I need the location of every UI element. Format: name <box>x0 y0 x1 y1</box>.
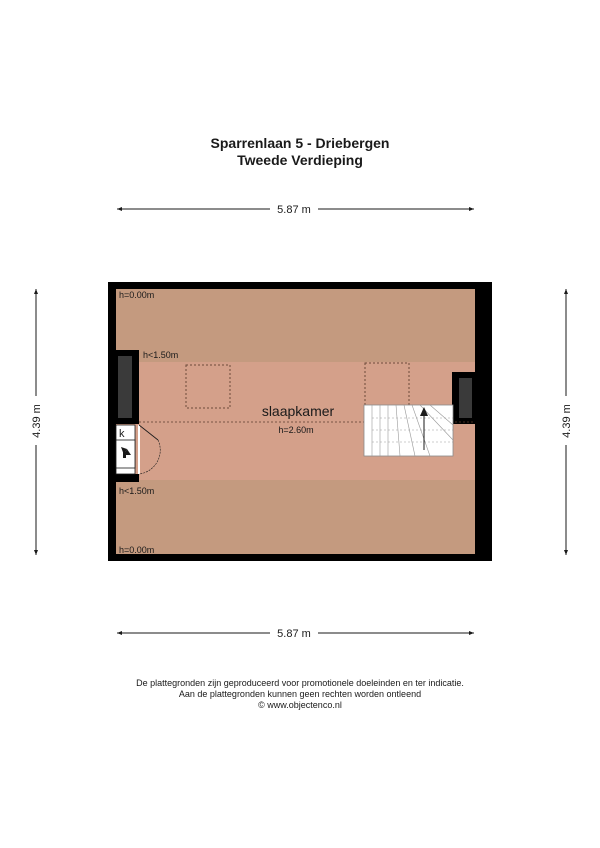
height-top-edge: h=0.00m <box>119 290 155 300</box>
room-height: h=2.60m <box>278 425 314 435</box>
right-wall-inner <box>459 378 472 418</box>
cabinet <box>116 425 135 474</box>
plan-title-floor: Tweede Verdieping <box>237 152 363 168</box>
left-wall-lower-block <box>114 474 139 482</box>
dimension-right-label: 4.39 m <box>561 404 573 438</box>
height-upper-slope: h<1.50m <box>143 350 179 360</box>
cabinet-label: k <box>119 428 125 440</box>
room-name: slaapkamer <box>261 403 335 419</box>
right-wall <box>475 289 484 554</box>
dimension-bottom <box>117 628 474 640</box>
plan-title-address: Sparrenlaan 5 - Driebergen <box>210 135 390 151</box>
dimension-top-label: 5.87 m <box>277 204 311 216</box>
dimension-top <box>117 204 474 216</box>
staircase-icon <box>364 405 453 456</box>
dimension-bottom-label: 5.87 m <box>277 628 311 640</box>
dimension-right <box>561 289 573 555</box>
disclaimer-line-1: De plattegronden zijn geproduceerd voor promotionele doeleinden en ter indicatie. <box>136 678 464 688</box>
dimension-left-label: 4.39 m <box>31 404 43 438</box>
dimension-left <box>31 289 43 555</box>
copyright-line: © www.objectenco.nl <box>258 700 342 710</box>
height-lower-slope: h<1.50m <box>119 486 155 496</box>
left-wall-inner <box>118 356 132 418</box>
disclaimer-line-2: Aan de plattegronden kunnen geen rechten worden ontleend <box>178 689 422 699</box>
height-bottom-edge: h=0.00m <box>119 545 155 555</box>
